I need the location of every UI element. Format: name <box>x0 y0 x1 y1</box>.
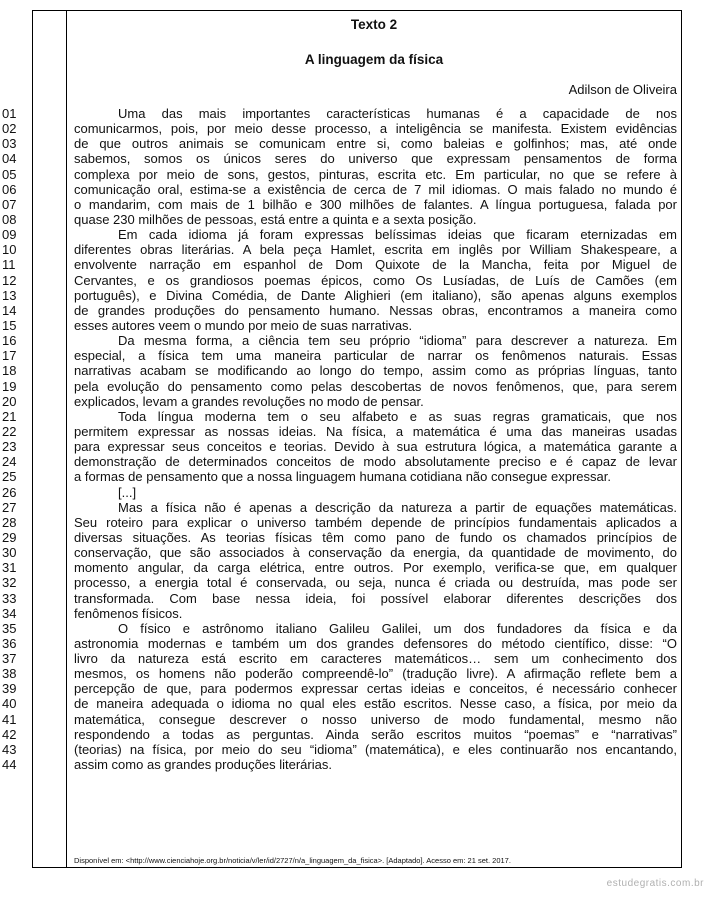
line-number: 04 <box>2 151 17 167</box>
line-number: 15 <box>2 317 17 333</box>
text-line: de grandes produções do pensamento humano. Nessas obras, encontramos a maneira como <box>74 302 677 318</box>
text-body <box>74 106 677 772</box>
line-number: 42 <box>2 726 17 742</box>
text-line: de maneira adequada o idioma no qual eles estão escritos. Nesse caso, a física, por meio da <box>74 696 677 712</box>
text-line: narrativas acabam se modificando ao longo do tempo, assim como as próprias línguas, tanto <box>74 363 677 379</box>
text-line: explicados, levam a grandes revoluções no modo de pensar. <box>74 393 424 409</box>
line-number: 32 <box>2 575 17 591</box>
text-line: pela evolução do pensamento como pelas descobertas de novos fenômenos, que, para serem <box>74 378 677 394</box>
text-line: complexa por meio de sons, gestos, pinturas, escrita etc. Em particular, no que se refere à <box>74 166 677 182</box>
text-line: a formas de pensamento que a nossa linguagem humana cotidiana não consegue expressar. <box>74 469 611 485</box>
text-line: momento angular, da carga elétrica, entre outros. Por exemplo, verifica-se que, em qualquer <box>74 560 677 576</box>
text-title: A linguagem da física <box>304 52 444 67</box>
text-label: Texto 2 <box>350 17 398 32</box>
text-line: sabemos, somos os únicos seres do universo que expressam pensamentos de forma <box>74 151 677 167</box>
line-number: 14 <box>2 302 17 318</box>
line-number: 27 <box>2 499 17 515</box>
line-number: 37 <box>2 651 17 667</box>
text-line: Em cada idioma já foram expressas belíssimas ideias que ficaram eternizadas em <box>118 227 677 243</box>
line-number-gutter <box>33 11 67 867</box>
text-line: processo, a energia total é conservada, ou seja, nunca é criada ou destruída, mas pode ser <box>74 575 677 591</box>
line-number: 08 <box>2 211 17 227</box>
line-number: 18 <box>2 363 17 379</box>
text-line: Da mesma forma, a ciência tem seu próprio “idioma” para descrever a natureza. Em <box>118 333 677 349</box>
line-number: 44 <box>2 757 17 773</box>
text-line: respondendo a todas as perguntas. Ainda serão escritos muitos “poemas” e “narrativas” <box>74 726 677 742</box>
line-number: 22 <box>2 423 17 439</box>
line-number: 34 <box>2 605 17 621</box>
line-number: 38 <box>2 666 17 682</box>
text-line: (teorias) na física, por meio do seu “idioma” (matemática), e eles continuarão nos encantando, <box>74 741 677 757</box>
line-number: 29 <box>2 529 17 545</box>
line-number: 31 <box>2 560 17 576</box>
text-line: esses autores veem o mundo por meio de suas narrativas. <box>74 317 413 333</box>
line-number: 07 <box>2 196 17 212</box>
text-line: O físico e astrônomo italiano Galileu Galilei, um dos fundadores da física e da <box>118 620 677 636</box>
line-numbers <box>2 106 30 772</box>
text-line: de que outros animais se comunicam entre si, como baleias e golfinhos; mas, até onde <box>74 136 677 152</box>
line-number: 41 <box>2 711 17 727</box>
text-line: matemática, consegue descrever o nosso universo de modo fundamental, mesmo não <box>74 711 677 727</box>
text-line: fenômenos físicos. <box>74 605 183 621</box>
line-number: 05 <box>2 166 17 182</box>
line-number: 43 <box>2 741 17 757</box>
source-citation: Disponível em: <http://www.cienciahoje.org.br/noticia/v/ler/id/2727/n/a_linguagem_da_fisica>. [Adaptado]. Acesso em: 21 set. 2017. <box>74 856 511 865</box>
line-number: 20 <box>2 393 17 409</box>
line-number: 26 <box>2 484 17 500</box>
text-line: Toda língua moderna tem o seu alfabeto e as suas regras gramaticais, que nos <box>118 408 677 424</box>
watermark: estudegratis.com.br <box>606 878 704 889</box>
text-line: mesmos, os homens não poderão compreendê-lo” (tradução livre). A afirmação reflete bem a <box>74 666 677 682</box>
text-line: conservação, que são associados à conservação da energia, da quantidade de movimento, do <box>74 545 677 561</box>
line-number: 06 <box>2 181 17 197</box>
line-number: 24 <box>2 454 17 470</box>
text-line: [...] <box>118 484 137 500</box>
line-number: 40 <box>2 696 17 712</box>
line-number: 30 <box>2 545 17 561</box>
line-number: 17 <box>2 348 17 364</box>
line-number: 01 <box>2 106 17 121</box>
text-line: Seu roteiro para explicar o universo também depende de princípios fundamentais aplicados a <box>74 514 677 530</box>
author-name: Adilson de Oliveira <box>568 82 677 97</box>
line-number: 12 <box>2 272 17 288</box>
text-line: percepção de que, para podermos expressar certas ideias e conceitos, é necessário conhecer <box>74 681 677 697</box>
line-number: 25 <box>2 469 17 485</box>
line-number: 11 <box>2 257 16 273</box>
text-line: Mas a física não é apenas a descrição da natureza a partir de equações matemáticas. <box>118 499 677 515</box>
line-number: 33 <box>2 590 17 606</box>
line-number: 19 <box>2 378 17 394</box>
text-line: demonstração de determinados conceitos de modo absolutamente preciso e é capaz de levar <box>74 454 677 470</box>
text-line: permitem expressar as nossas ideias. Na física, a matemática é uma das maneiras usadas <box>74 423 677 439</box>
text-line: para expressar seus conceitos e teorias. Devido à sua estrutura lógica, a matemática garante a <box>74 439 677 455</box>
text-line: assim como as grandes produções literárias. <box>74 757 332 773</box>
text-line: comunicarmos, pois, por meio desse processo, a inteligência se manifesta. Existem evidências <box>74 121 677 137</box>
line-number: 21 <box>2 408 17 424</box>
text-line: especial, a física tem uma maneira particular de narrar os fenômenos naturais. Essas <box>74 348 677 364</box>
line-number: 10 <box>2 242 17 258</box>
text-line: português), e Divina Comédia, de Dante Alighieri (em italiano), são apenas alguns exemplos <box>74 287 677 303</box>
text-line: envolvente narração em espanhol de Dom Quixote de la Mancha, feita por Miguel de <box>74 257 677 273</box>
text-line: astronomia modernas e também um dos grandes defensores do método científico, disse: “O <box>74 635 677 651</box>
line-number: 03 <box>2 136 17 152</box>
line-number: 36 <box>2 635 17 651</box>
text-line: diferentes obras literárias. A bela peça Hamlet, escrita em inglês por William Shakespeare, a <box>74 242 677 258</box>
line-number: 28 <box>2 514 17 530</box>
text-line: transformada. Com base nessa ideia, foi possível elaborar diferentes descrições dos <box>74 590 677 606</box>
line-number: 23 <box>2 439 17 455</box>
text-line: comunicação oral, estima-se a existência de cerca de 7 mil idiomas. O mais falado no mundo é <box>74 181 677 197</box>
line-number: 35 <box>2 620 17 636</box>
line-number: 16 <box>2 333 17 349</box>
line-number: 02 <box>2 121 17 137</box>
text-line: o mandarim, com mais de 1 bilhão e 300 milhões de falantes. A língua portuguesa, falada por <box>74 196 677 212</box>
text-line: livro da natureza está escrito em caracteres matemáticos… sem um conhecimento dos <box>74 651 677 667</box>
text-line: Uma das mais importantes características humanas é a capacidade de nos <box>118 106 677 121</box>
text-line: quase 230 milhões de pessoas, está entre a quinta e a sexta posição. <box>74 211 477 227</box>
text-line: diversas situações. As teorias físicas têm como pano de fundo os chamados princípios de <box>74 529 677 545</box>
line-number: 09 <box>2 227 17 243</box>
line-number: 39 <box>2 681 17 697</box>
text-line: Cervantes, e os grandiosos poemas épicos, como Os Lusíadas, de Luís de Camões (em <box>74 272 677 288</box>
line-number: 13 <box>2 287 17 303</box>
